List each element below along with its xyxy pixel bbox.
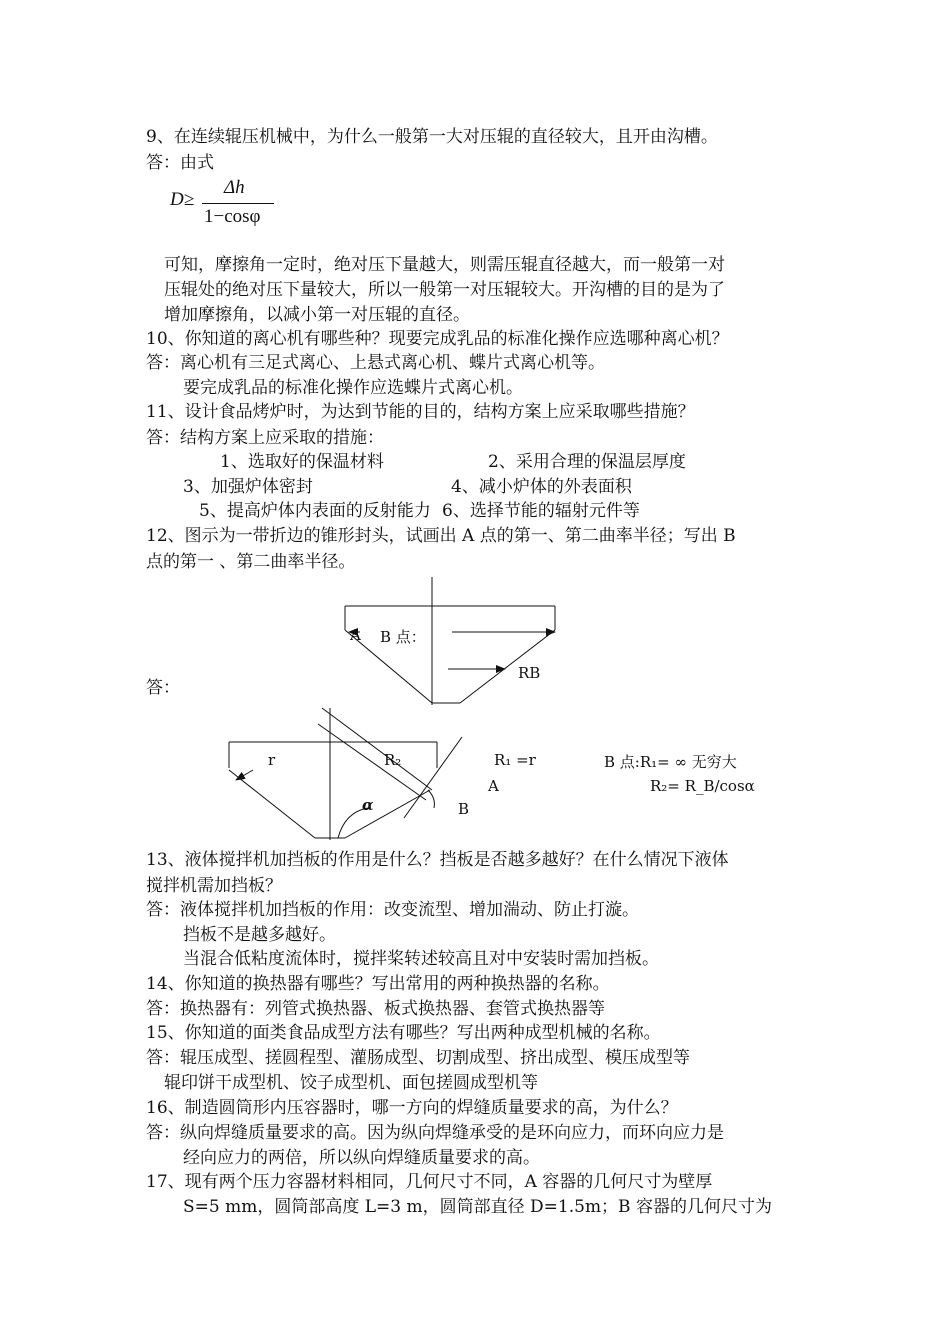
figure-2 — [229, 708, 462, 840]
fig2-label-b: B — [458, 800, 470, 818]
fig2-corner-arc — [428, 790, 434, 808]
q10-question: 10、你知道的离心机有哪些种？现要完成乳品的标准化操作应选哪种离心机？ — [146, 329, 729, 349]
q17-question-2: S=5 mm，圆筒部高度 L=3 m，圆筒部直径 D=1.5m；B 容器的几何尺寸为 — [183, 1197, 772, 1217]
fig2-label-alpha: α — [362, 796, 374, 814]
q13-answer-3: 当混合低粘度流体时，搅拌桨转述较高且对中安装时需加挡板。 — [183, 949, 659, 969]
formula-denominator: 1−cosφ — [204, 206, 261, 227]
q16-question: 16、制造圆筒形内压容器时，哪一方向的焊缝质量要求的高，为什么？ — [146, 1098, 678, 1118]
q13-answer-1: 答：液体搅拌机加挡板的作用：改变流型、增加湍动、防止打漩。 — [146, 900, 639, 920]
formula-lhs: D≥ — [170, 189, 195, 210]
q17-question-1: 17、现有两个压力容器材料相同，几何尺寸不同，A 容器的几何尺寸为壁厚 — [146, 1172, 713, 1192]
result-a-label: A — [488, 777, 499, 795]
fig2-arrow-r — [236, 770, 253, 780]
q14-question: 14、你知道的换热器有哪些？写出常用的两种换热器的名称。 — [146, 974, 610, 994]
fig2-r2-line — [322, 708, 432, 790]
fig2-tangent-line — [404, 737, 462, 818]
q13-question-2: 搅拌机需加挡板？ — [146, 876, 282, 896]
result-b-r1: B 点:R₁= ∞ 无穷大 — [604, 753, 737, 771]
q10-answer-1: 答：离心机有三足式离心、上悬式离心机、蝶片式离心机等。 — [146, 353, 605, 373]
fig2-left-cone — [229, 770, 315, 838]
formula-numerator: Δh — [224, 177, 245, 198]
q11-item-6: 6、选择节能的辐射元件等 — [442, 501, 640, 521]
fig1-label-rb: RB — [518, 664, 541, 682]
q11-answer-lead: 答：结构方案上应采取的措施： — [146, 428, 384, 448]
q9-answer-lead: 答：由式 — [146, 153, 214, 173]
fig1-label-a: A — [350, 626, 361, 644]
q16-answer-2: 经向应力的两倍，所以纵向焊缝质量要求的高。 — [183, 1148, 540, 1168]
q9-explain-2: 压辊处的绝对压下量较大，所以一般第一对压辊较大。开沟槽的目的是为了 — [164, 280, 725, 300]
q11-item-2: 2、采用合理的保温层厚度 — [488, 452, 686, 472]
q10-answer-2: 要完成乳品的标准化操作应选蝶片式离心机。 — [183, 378, 523, 398]
q11-item-1: 1、选取好的保温材料 — [220, 452, 384, 472]
fig2-r2-line-2 — [318, 724, 426, 800]
q9-explain-1: 可知，摩擦角一定时，绝对压下量越大，则需压辊直径越大，而一般第一对 — [164, 255, 725, 275]
q11-item-3: 3、加强炉体密封 — [183, 477, 313, 497]
q11-question: 11、设计食品烤炉时，为达到节能的目的，结构方案上应采取哪些措施？ — [146, 402, 695, 422]
fig1-right-cone — [460, 630, 555, 703]
q14-answer: 答：换热器有：列管式换热器、板式换热器、套管式换热器等 — [146, 999, 605, 1019]
fig2-label-r2: R₂ — [384, 751, 402, 769]
q15-question: 15、你知道的面类食品成型方法有哪些？写出两种成型机械的名称。 — [146, 1023, 661, 1043]
q15-answer-1: 答：辊压成型、搓圆程型、灌肠成型、切割成型、挤出成型、模压成型等 — [146, 1048, 690, 1068]
q11-item-5: 5、提高炉体内表面的反射能力 — [199, 501, 431, 521]
fig1-label-b: B 点： — [380, 628, 426, 646]
fig2-label-r: r — [268, 751, 276, 769]
result-b-r2: R₂= R_B/cosα — [650, 777, 755, 795]
q12-question-2: 点的第一 、第二曲率半径。 — [146, 552, 356, 572]
fig2-right-cone — [345, 790, 430, 838]
figure-1 — [345, 577, 555, 705]
q15-answer-2: 辊印饼干成型机、饺子成型机、面包搓圆成型机等 — [164, 1073, 538, 1093]
q12-answer-lead: 答： — [146, 678, 180, 698]
q16-answer-1: 答：纵向焊缝质量要求的高。因为纵向焊缝承受的是环向应力，而环向应力是 — [146, 1123, 724, 1143]
q13-question-1: 13、液体搅拌机加挡板的作用是什么？挡板是否越多越好？在什么情况下液体 — [146, 850, 729, 870]
result-a-r1: R₁ =r — [494, 751, 536, 769]
q9-question: 9、在连续辊压机械中，为什么一般第一大对压辊的直径较大，且开由沟槽。 — [146, 127, 718, 147]
q9-explain-3: 增加摩擦角，以减小第一对压辊的直径。 — [164, 305, 470, 325]
q13-answer-2: 挡板不是越多越好。 — [183, 925, 336, 945]
q12-question-1: 12、图示为一带折边的锥形封头，试画出 A 点的第一、第二曲率半径；写出 B — [146, 526, 736, 546]
q11-item-4: 4、减小炉体的外表面积 — [451, 477, 632, 497]
